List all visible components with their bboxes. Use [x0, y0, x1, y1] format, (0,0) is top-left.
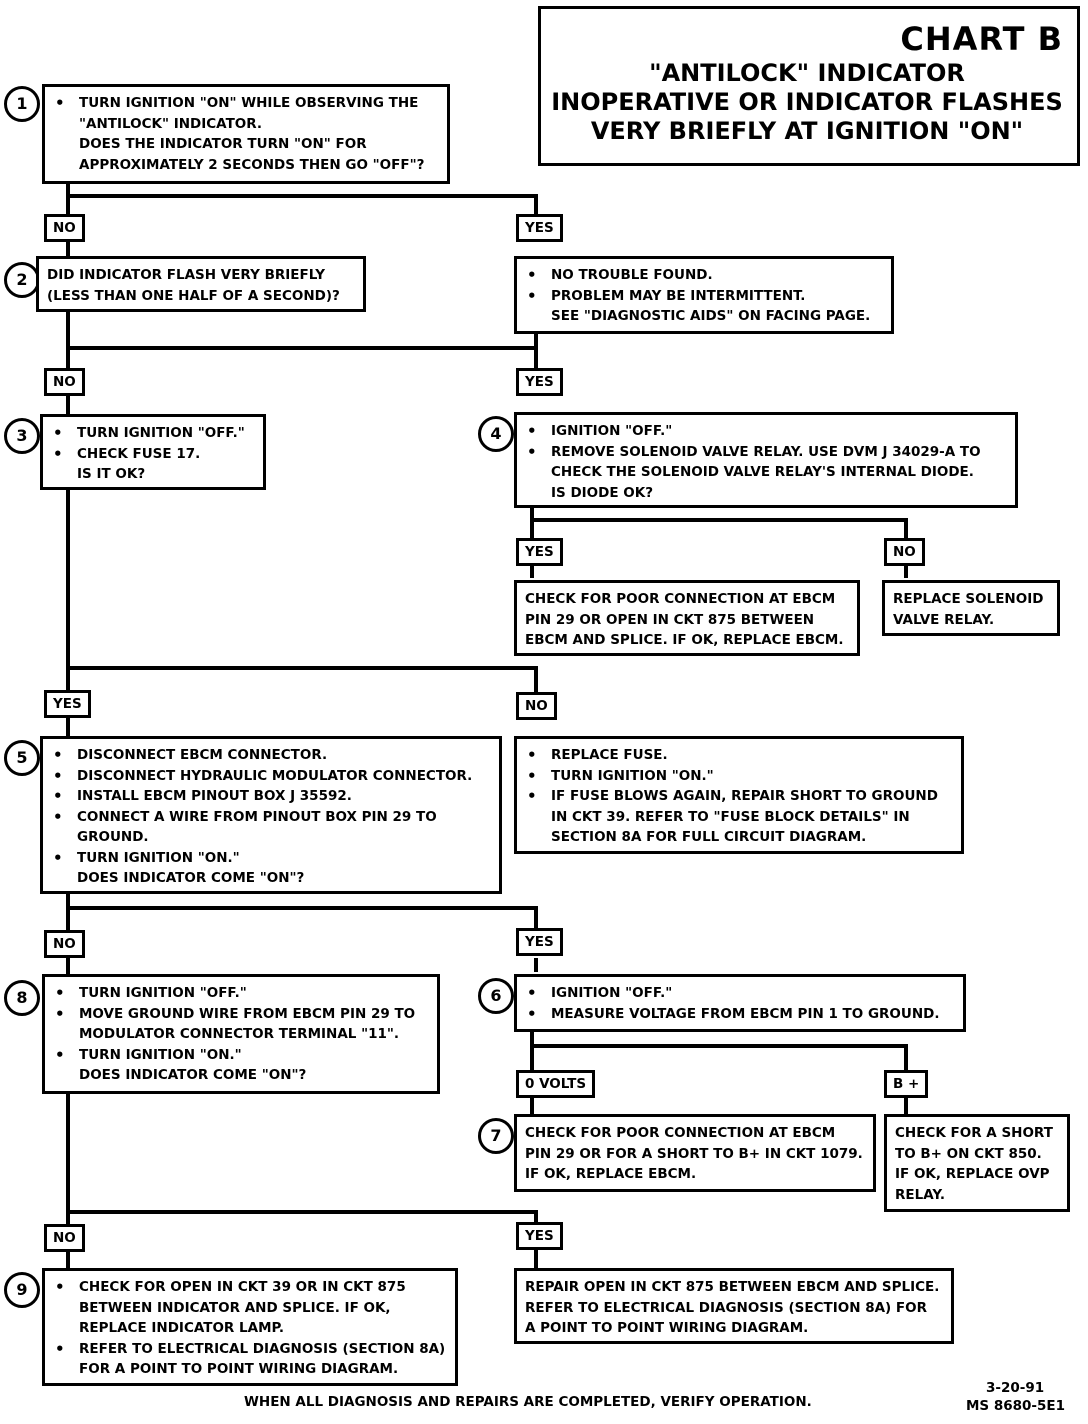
- step-3-no-item: SECTION 8A FOR FULL CIRCUIT DIAGRAM.: [551, 829, 867, 845]
- step-2-yes-label: YES: [516, 368, 563, 396]
- step-5-no-label: NO: [44, 930, 85, 958]
- step-6-b-plus-line: IF OK, REPLACE OVP: [895, 1166, 1050, 1182]
- step-4-yes-line: CHECK FOR POOR CONNECTION AT EBCM: [525, 591, 836, 607]
- step-4-no-line: REPLACE SOLENOID: [893, 591, 1044, 607]
- step-5-item: • CONNECT A WIRE FROM PINOUT BOX PIN 29 TO: [51, 807, 491, 828]
- step-6-b-plus-line: RELAY.: [895, 1186, 946, 1203]
- step-4-no-label: NO: [884, 538, 925, 566]
- branch-4-no-line: [532, 520, 906, 578]
- step-2-yes-item: SEE "DIAGNOSTIC AIDS" ON FACING PAGE.: [551, 308, 871, 324]
- step-3-yes-label: YES: [44, 690, 91, 718]
- step-2-number: 2: [4, 262, 40, 298]
- step-9-number: 9: [4, 1272, 40, 1308]
- branch-1-line: [68, 196, 536, 214]
- footer-date: 3-20-91: [986, 1380, 1045, 1396]
- step-3-item: • CHECK FUSE 17.: [51, 444, 255, 465]
- step-6-box: [514, 974, 966, 1032]
- step-5-item: • DISCONNECT HYDRAULIC MODULATOR CONNECTOR.: [51, 766, 491, 787]
- step-1-box: [42, 84, 450, 184]
- step-9-item: BETWEEN INDICATOR AND SPLICE. IF OK,: [79, 1299, 391, 1316]
- step-6-item: • IGNITION "OFF.": [525, 983, 955, 1004]
- step-5-item: • TURN IGNITION "ON.": [51, 848, 491, 869]
- step-6-number: 6: [478, 978, 514, 1014]
- footer-code: MS 8680-5E1: [966, 1398, 1066, 1414]
- step-5-box: [40, 736, 502, 894]
- step-1-item: "ANTILOCK" INDICATOR.: [79, 115, 263, 132]
- step-2-yes-item: • PROBLEM MAY BE INTERMITTENT.: [525, 286, 883, 307]
- step-1-item: APPROXIMATELY 2 SECONDS THEN GO "OFF"?: [79, 156, 425, 173]
- step-4-no-line: VALVE RELAY.: [893, 611, 995, 628]
- chart-subtitle-line-2: INOPERATIVE OR INDICATOR FLASHES: [551, 88, 1063, 116]
- step-1-item: DOES THE INDICATOR TURN "ON" FOR: [79, 136, 367, 152]
- step-4-yes-line: EBCM AND SPLICE. IF OK, REPLACE EBCM.: [525, 632, 844, 648]
- step-2-yes-box: [514, 256, 894, 334]
- step-8-yes-line: REPAIR OPEN IN CKT 875 BETWEEN EBCM AND SPLICE.: [525, 1279, 940, 1295]
- step-5-item: DOES INDICATOR COME "ON"?: [77, 870, 305, 886]
- step-7-line: CHECK FOR POOR CONNECTION AT EBCM: [525, 1125, 836, 1141]
- step-2-line: DID INDICATOR FLASH VERY BRIEFLY: [47, 267, 325, 283]
- step-5-yes-label: YES: [516, 928, 563, 956]
- step-2-no-label: NO: [44, 368, 85, 396]
- step-8-item: • MOVE GROUND WIRE FROM EBCM PIN 29 TO: [53, 1004, 429, 1025]
- step-4-yes-line: PIN 29 OR OPEN IN CKT 875 BETWEEN: [525, 611, 815, 628]
- step-3-no-item: IN CKT 39. REFER TO "FUSE BLOCK DETAILS" IN: [551, 808, 910, 825]
- step-8-yes-box: [514, 1268, 954, 1344]
- step-8-item: • TURN IGNITION "OFF.": [53, 983, 429, 1004]
- branch-2-line: [68, 348, 536, 368]
- branch-8-line: [68, 1212, 536, 1222]
- step-6-b-plus-label: B +: [884, 1070, 928, 1098]
- chart-subtitle-line-3: VERY BRIEFLY AT IGNITION "ON": [590, 117, 1024, 145]
- step-3-no-item: • IF FUSE BLOWS AGAIN, REPAIR SHORT TO GROUND: [525, 786, 953, 807]
- step-6-zero-volts-label: 0 VOLTS: [516, 1070, 595, 1098]
- step-4-yes-box: [514, 580, 860, 656]
- step-8-box: [42, 974, 440, 1094]
- step-3-no-item: • TURN IGNITION "ON.": [525, 766, 953, 787]
- step-4-no-box: [882, 580, 1060, 636]
- step-4-item: • IGNITION "OFF.": [525, 421, 1007, 442]
- step-6-b-plus-box: [884, 1114, 1070, 1212]
- step-4-number: 4: [478, 416, 514, 452]
- step-6-b-plus-line: TO B+ ON CKT 850.: [895, 1145, 1042, 1162]
- step-3-no-label: NO: [516, 692, 557, 720]
- step-4-box: [514, 412, 1018, 508]
- step-9-item: REPLACE INDICATOR LAMP.: [79, 1320, 285, 1336]
- step-4-yes-label: YES: [516, 538, 563, 566]
- step-8-yes-line: A POINT TO POINT WIRING DIAGRAM.: [525, 1320, 809, 1336]
- step-6-item: • MEASURE VOLTAGE FROM EBCM PIN 1 TO GROUND.: [525, 1004, 955, 1025]
- step-1-item: • TURN IGNITION "ON" WHILE OBSERVING THE: [53, 93, 439, 114]
- step-8-item: DOES INDICATOR COME "ON"?: [79, 1067, 307, 1083]
- step-4-item: IS DIODE OK?: [551, 484, 654, 501]
- step-4-item: • REMOVE SOLENOID VALVE RELAY. USE DVM J 34029-A TO: [525, 442, 1007, 463]
- step-2-yes-item: • NO TROUBLE FOUND.: [525, 265, 883, 286]
- step-8-no-label: NO: [44, 1224, 85, 1252]
- step-9-item: FOR A POINT TO POINT WIRING DIAGRAM.: [79, 1361, 399, 1377]
- step-8-item: MODULATOR CONNECTOR TERMINAL "11".: [79, 1026, 400, 1042]
- step-3-no-box: [514, 736, 964, 854]
- chart-title: CHART B: [900, 20, 1063, 58]
- step-4-item: CHECK THE SOLENOID VALVE RELAY'S INTERNAL DIODE.: [551, 464, 974, 480]
- step-7-box: [514, 1114, 876, 1192]
- step-9-item: • CHECK FOR OPEN IN CKT 39 OR IN CKT 875: [53, 1277, 447, 1298]
- step-5-item: GROUND.: [77, 829, 149, 845]
- step-6-b-plus-line: CHECK FOR A SHORT: [895, 1125, 1053, 1141]
- step-8-yes-line: REFER TO ELECTRICAL DIAGNOSIS (SECTION 8A) FOR: [525, 1299, 928, 1316]
- step-3-box: [40, 414, 266, 490]
- step-3-no-item: • REPLACE FUSE.: [525, 745, 953, 766]
- step-7-line: IF OK, REPLACE EBCM.: [525, 1166, 697, 1182]
- step-2-box: [36, 256, 366, 312]
- chart-subtitle-line-1: "ANTILOCK" INDICATOR: [649, 59, 965, 87]
- step-7-line: PIN 29 OR FOR A SHORT TO B+ IN CKT 1079.: [525, 1145, 863, 1162]
- step-8-yes-label: YES: [516, 1222, 563, 1250]
- step-5-item: • INSTALL EBCM PINOUT BOX J 35592.: [51, 786, 491, 807]
- step-1-no-label: NO: [44, 214, 85, 242]
- step-3-number: 3: [4, 418, 40, 454]
- step-8-number: 8: [4, 980, 40, 1016]
- step-1-yes-label: YES: [516, 214, 563, 242]
- step-9-box: [42, 1268, 458, 1386]
- step-5-number: 5: [4, 740, 40, 776]
- step-7-number: 7: [478, 1118, 514, 1154]
- step-9-item: • REFER TO ELECTRICAL DIAGNOSIS (SECTION 8A): [53, 1339, 447, 1360]
- step-8-item: • TURN IGNITION "ON.": [53, 1045, 429, 1066]
- step-5-item: • DISCONNECT EBCM CONNECTOR.: [51, 745, 491, 766]
- branch-3-line: [68, 668, 536, 692]
- branch-5-line: [68, 908, 536, 928]
- step-1-number: 1: [4, 86, 40, 122]
- step-3-item: • TURN IGNITION "OFF.": [51, 423, 255, 444]
- footer-note: WHEN ALL DIAGNOSIS AND REPAIRS ARE COMPLETED, VERIFY OPERATION.: [244, 1394, 812, 1410]
- step-3-item: IS IT OK?: [77, 466, 146, 482]
- chart-title-block: [538, 6, 1080, 166]
- step-2-line: (LESS THAN ONE HALF OF A SECOND)?: [47, 287, 340, 304]
